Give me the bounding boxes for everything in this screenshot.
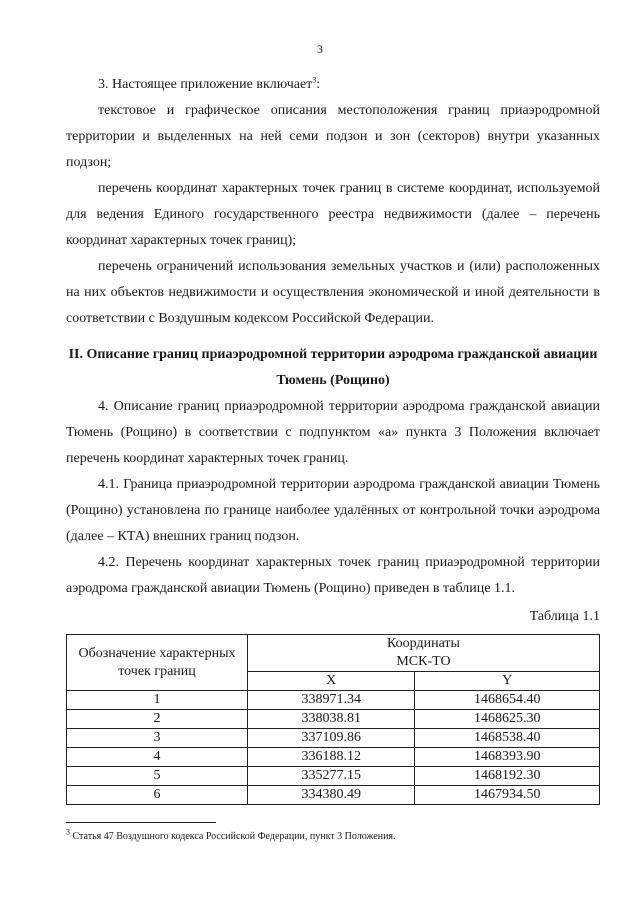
paragraph-restrictions-list: перечень ограничений использования земельных участков и (или) расположенных на них объектов недвижимости и осуществления экономической и иной деятельности в соответствии с Воздушным кодексом Российской Федерации. <box>66 259 600 326</box>
table-caption: Таблица 1.1 <box>529 609 600 624</box>
paragraph-4: 4. Описание границ приаэродромной территории аэродрома гражданской авиации Тюмень (Рощино) в соответствии с подпунктом «а» пункта 3 Положения включает перечень координат характерных точек границ. <box>66 399 600 466</box>
cell-y: 1468654.40 <box>415 691 600 710</box>
cell-y: 1468393.90 <box>415 748 600 767</box>
section-heading: II. Описание границ приаэродромной территории аэродрома гражданской авиации Тюмень (Рощино) <box>68 347 598 388</box>
document-body <box>66 72 600 805</box>
footnote-marker: 3 <box>66 827 70 837</box>
table-row <box>67 691 600 710</box>
cell-point: 2 <box>67 710 248 729</box>
footnote-ref: 3 <box>312 75 317 85</box>
header-coordinate-system: МСК-ТО <box>396 654 451 669</box>
header-designation: Обозначение характерных точек границ <box>67 635 248 691</box>
footnote-text: Статья 47 Воздушного кодекса Российской Федерации, пункт 3 Положения. <box>72 831 396 842</box>
paragraph-3-text: 3. Настоящее приложение включает <box>98 77 313 92</box>
header-coordinates <box>248 635 600 672</box>
cell-y: 1467934.50 <box>415 786 600 805</box>
cell-x: 338038.81 <box>248 710 415 729</box>
paragraph-4-1: 4.1. Граница приаэродромной территории аэродрома гражданской авиации Тюмень (Рощино) установлена по границе наиболее удалённых от контрольной точки аэродрома (далее – КТА) внешних границ подзон. <box>66 477 600 544</box>
header-coordinates-title: Координаты <box>387 636 460 651</box>
cell-x: 337109.86 <box>248 729 415 748</box>
cell-point: 3 <box>67 729 248 748</box>
header-x: X <box>248 672 415 691</box>
cell-y: 1468625.30 <box>415 710 600 729</box>
cell-point: 1 <box>67 691 248 710</box>
coordinates-table <box>66 634 600 805</box>
header-y: Y <box>415 672 600 691</box>
footnote-divider <box>66 822 216 823</box>
table-row <box>67 748 600 767</box>
cell-point: 4 <box>67 748 248 767</box>
cell-x: 334380.49 <box>248 786 415 805</box>
paragraph-3-colon: : <box>316 77 321 92</box>
cell-y: 1468192.30 <box>415 767 600 786</box>
paragraph-coordinates-list: перечень координат характерных точек границ в системе координат, используемой для ведения Единого государственного реестра недвижимости (далее – перечень координат характерных точек границ); <box>66 181 600 248</box>
cell-y: 1468538.40 <box>415 729 600 748</box>
table-row <box>67 729 600 748</box>
cell-x: 336188.12 <box>248 748 415 767</box>
table-row <box>67 767 600 786</box>
paragraph-3 <box>66 72 600 98</box>
footnote <box>66 827 396 844</box>
page-number: 3 <box>317 42 323 56</box>
table-row <box>67 710 600 729</box>
table-row <box>67 786 600 805</box>
cell-point: 5 <box>67 767 248 786</box>
cell-x: 338971.34 <box>248 691 415 710</box>
cell-point: 6 <box>67 786 248 805</box>
paragraph-text-descriptions: текстовое и графическое описания местоположения границ приаэродромной территории и выделенных на ней семи подзон и зон (секторов) внутри указанных подзон; <box>66 103 600 170</box>
cell-x: 335277.15 <box>248 767 415 786</box>
paragraph-4-2: 4.2. Перечень координат характерных точек границ приаэродромной территории аэродрома гражданской авиации Тюмень (Рощино) приведен в таблице 1.1. <box>66 555 600 596</box>
